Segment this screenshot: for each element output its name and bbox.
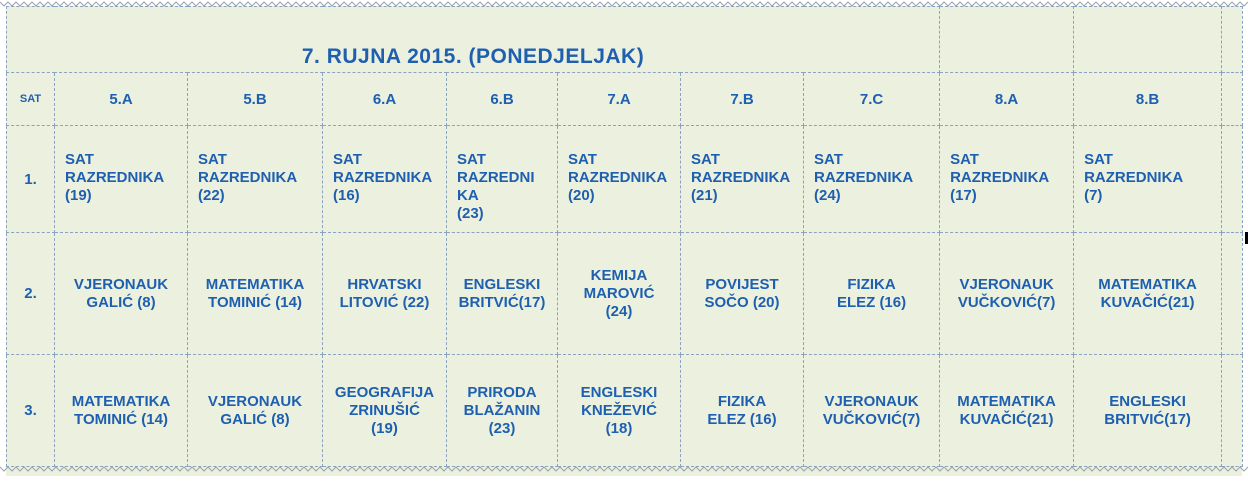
timetable xyxy=(6,6,1243,467)
lesson-text: ELEZ (16) xyxy=(707,410,777,428)
lesson-text: SAT xyxy=(65,151,94,168)
title-row xyxy=(7,7,1243,73)
empty-cell xyxy=(1222,73,1243,126)
lesson-cell xyxy=(447,355,558,467)
lesson-text: (19) xyxy=(371,419,398,437)
lesson-text: RAZREDNIKA xyxy=(333,169,433,186)
page-title: 7. RUJNA 2015. (PONEDJELJAK) xyxy=(7,7,940,73)
lesson-text: KNEŽEVIĆ xyxy=(581,401,657,419)
lesson-text: RAZREDNIKA xyxy=(691,169,791,186)
period-number: 2. xyxy=(7,233,55,355)
lesson-text: POVIJEST xyxy=(705,275,779,293)
lesson-text: VUČKOVIĆ(7) xyxy=(822,410,921,428)
lesson-text: SAT xyxy=(457,151,486,168)
lesson-text: ZRINUŠIĆ xyxy=(349,401,420,419)
lesson-text: SAT xyxy=(198,151,227,168)
lesson-text: VJERONAUK xyxy=(73,275,169,293)
period-number: 3. xyxy=(7,355,55,467)
empty-cell xyxy=(1222,355,1243,467)
lesson-cell xyxy=(681,233,804,355)
lesson-text: (18) xyxy=(605,419,633,437)
lesson-text: KEMIJA xyxy=(590,266,648,284)
lesson-text: ENGLESKI xyxy=(463,275,541,293)
lesson-text: (20) xyxy=(568,187,595,204)
lesson-text: SAT xyxy=(333,151,362,168)
header-class: 7.A xyxy=(558,73,681,126)
lesson-cell xyxy=(1074,126,1222,233)
lesson-text: MATEMATIKA xyxy=(957,392,1056,410)
lesson-text: ENGLESKI xyxy=(580,383,658,401)
lesson-text: (16) xyxy=(333,187,360,204)
lesson-text: BRITVIĆ(17) xyxy=(458,293,546,311)
empty-cell xyxy=(940,7,1074,73)
lesson-text: SAT xyxy=(950,151,979,168)
lesson-text: RAZREDNIKA xyxy=(198,169,298,186)
lesson-text: GALIĆ (8) xyxy=(220,410,290,428)
lesson-text: PRIRODA xyxy=(467,383,537,401)
lesson-cell xyxy=(55,126,188,233)
header-class: 6.B xyxy=(447,73,558,126)
lesson-cell xyxy=(681,126,804,233)
lesson-text: SAT xyxy=(691,151,720,168)
lesson-row-2 xyxy=(7,233,1243,355)
lesson-cell xyxy=(558,126,681,233)
lesson-text: RAZREDNIKA xyxy=(65,169,165,186)
header-sat: SAT xyxy=(7,73,55,126)
lesson-cell xyxy=(804,233,940,355)
header-class: 7.B xyxy=(681,73,804,126)
lesson-cell xyxy=(940,126,1074,233)
lesson-text: TOMINIĆ (14) xyxy=(208,293,302,311)
lesson-text: KUVAČIĆ(21) xyxy=(959,410,1054,428)
header-class: 7.C xyxy=(804,73,940,126)
empty-cell xyxy=(1074,7,1222,73)
header-class: 5.A xyxy=(55,73,188,126)
lesson-text: SAT xyxy=(1084,151,1113,168)
lesson-cell xyxy=(940,233,1074,355)
lesson-text: (21) xyxy=(691,187,718,204)
lesson-text: BRITVIĆ(17) xyxy=(1104,410,1191,428)
lesson-text: ELEZ (16) xyxy=(836,293,907,311)
lesson-text: RAZREDNI xyxy=(457,169,535,186)
lesson-text: MATEMATIKA xyxy=(71,392,171,410)
lesson-text: VJERONAUK xyxy=(959,275,1054,293)
lesson-cell xyxy=(1074,355,1222,467)
lesson-cell xyxy=(804,355,940,467)
period-number: 1. xyxy=(7,126,55,233)
lesson-cell xyxy=(323,233,447,355)
lesson-cell xyxy=(558,233,681,355)
lesson-cell xyxy=(188,355,323,467)
empty-cell xyxy=(1222,233,1243,355)
lesson-cell xyxy=(188,126,323,233)
header-class: 6.A xyxy=(323,73,447,126)
lesson-text: (23) xyxy=(488,419,516,437)
lesson-cell xyxy=(323,126,447,233)
header-class: 5.B xyxy=(188,73,323,126)
lesson-text: SAT xyxy=(568,151,597,168)
lesson-text: BLAŽANIN xyxy=(463,401,541,419)
lesson-cell xyxy=(681,355,804,467)
lesson-text: GALIĆ (8) xyxy=(86,293,156,311)
lesson-cell xyxy=(323,355,447,467)
lesson-text: VJERONAUK xyxy=(824,392,919,410)
lesson-row-3 xyxy=(7,355,1243,467)
lesson-text: ENGLESKI xyxy=(1109,392,1186,410)
lesson-text: GEOGRAFIJA xyxy=(334,383,435,401)
lesson-text: MATEMATIKA xyxy=(1098,275,1197,293)
lesson-text: KUVAČIĆ(21) xyxy=(1100,293,1195,311)
lesson-cell xyxy=(447,233,558,355)
lesson-text: KA xyxy=(457,187,479,204)
lesson-text: (22) xyxy=(198,187,225,204)
lesson-cell xyxy=(447,126,558,233)
lesson-text: SAT xyxy=(814,151,843,168)
lesson-text: VJERONAUK xyxy=(207,392,303,410)
header-row xyxy=(7,73,1243,126)
lesson-text: MAROVIĆ xyxy=(583,284,655,302)
lesson-text: RAZREDNIKA xyxy=(814,169,914,186)
header-class: 8.A xyxy=(940,73,1074,126)
lesson-text: (24) xyxy=(605,302,633,320)
lesson-text: (17) xyxy=(950,187,977,204)
lesson-cell xyxy=(940,355,1074,467)
lesson-text: (7) xyxy=(1084,187,1103,204)
lesson-cell xyxy=(558,355,681,467)
lesson-text: SOČO (20) xyxy=(704,293,780,311)
lesson-row-1 xyxy=(7,126,1243,233)
lesson-cell xyxy=(188,233,323,355)
empty-cell xyxy=(1222,126,1243,233)
lesson-text: TOMINIĆ (14) xyxy=(74,410,168,428)
torn-edge-bottom xyxy=(0,466,1248,472)
lesson-text: RAZREDNIKA xyxy=(1084,169,1184,186)
lesson-text: (23) xyxy=(457,205,484,222)
lesson-cell xyxy=(55,233,188,355)
lesson-text: MATEMATIKA xyxy=(205,275,305,293)
lesson-cell xyxy=(1074,233,1222,355)
lesson-text: HRVATSKI xyxy=(347,275,422,293)
header-class: 8.B xyxy=(1074,73,1222,126)
lesson-cell xyxy=(804,126,940,233)
lesson-text: LITOVIĆ (22) xyxy=(339,293,430,311)
lesson-text: (24) xyxy=(814,187,841,204)
empty-cell xyxy=(1222,7,1243,73)
lesson-text: FIZIKA xyxy=(847,275,896,293)
lesson-text: RAZREDNIKA xyxy=(950,169,1050,186)
lesson-text: RAZREDNIKA xyxy=(568,169,668,186)
lesson-text: FIZIKA xyxy=(717,392,767,410)
lesson-text: (19) xyxy=(65,187,92,204)
lesson-cell xyxy=(55,355,188,467)
lesson-text: VUČKOVIĆ(7) xyxy=(957,293,1056,311)
